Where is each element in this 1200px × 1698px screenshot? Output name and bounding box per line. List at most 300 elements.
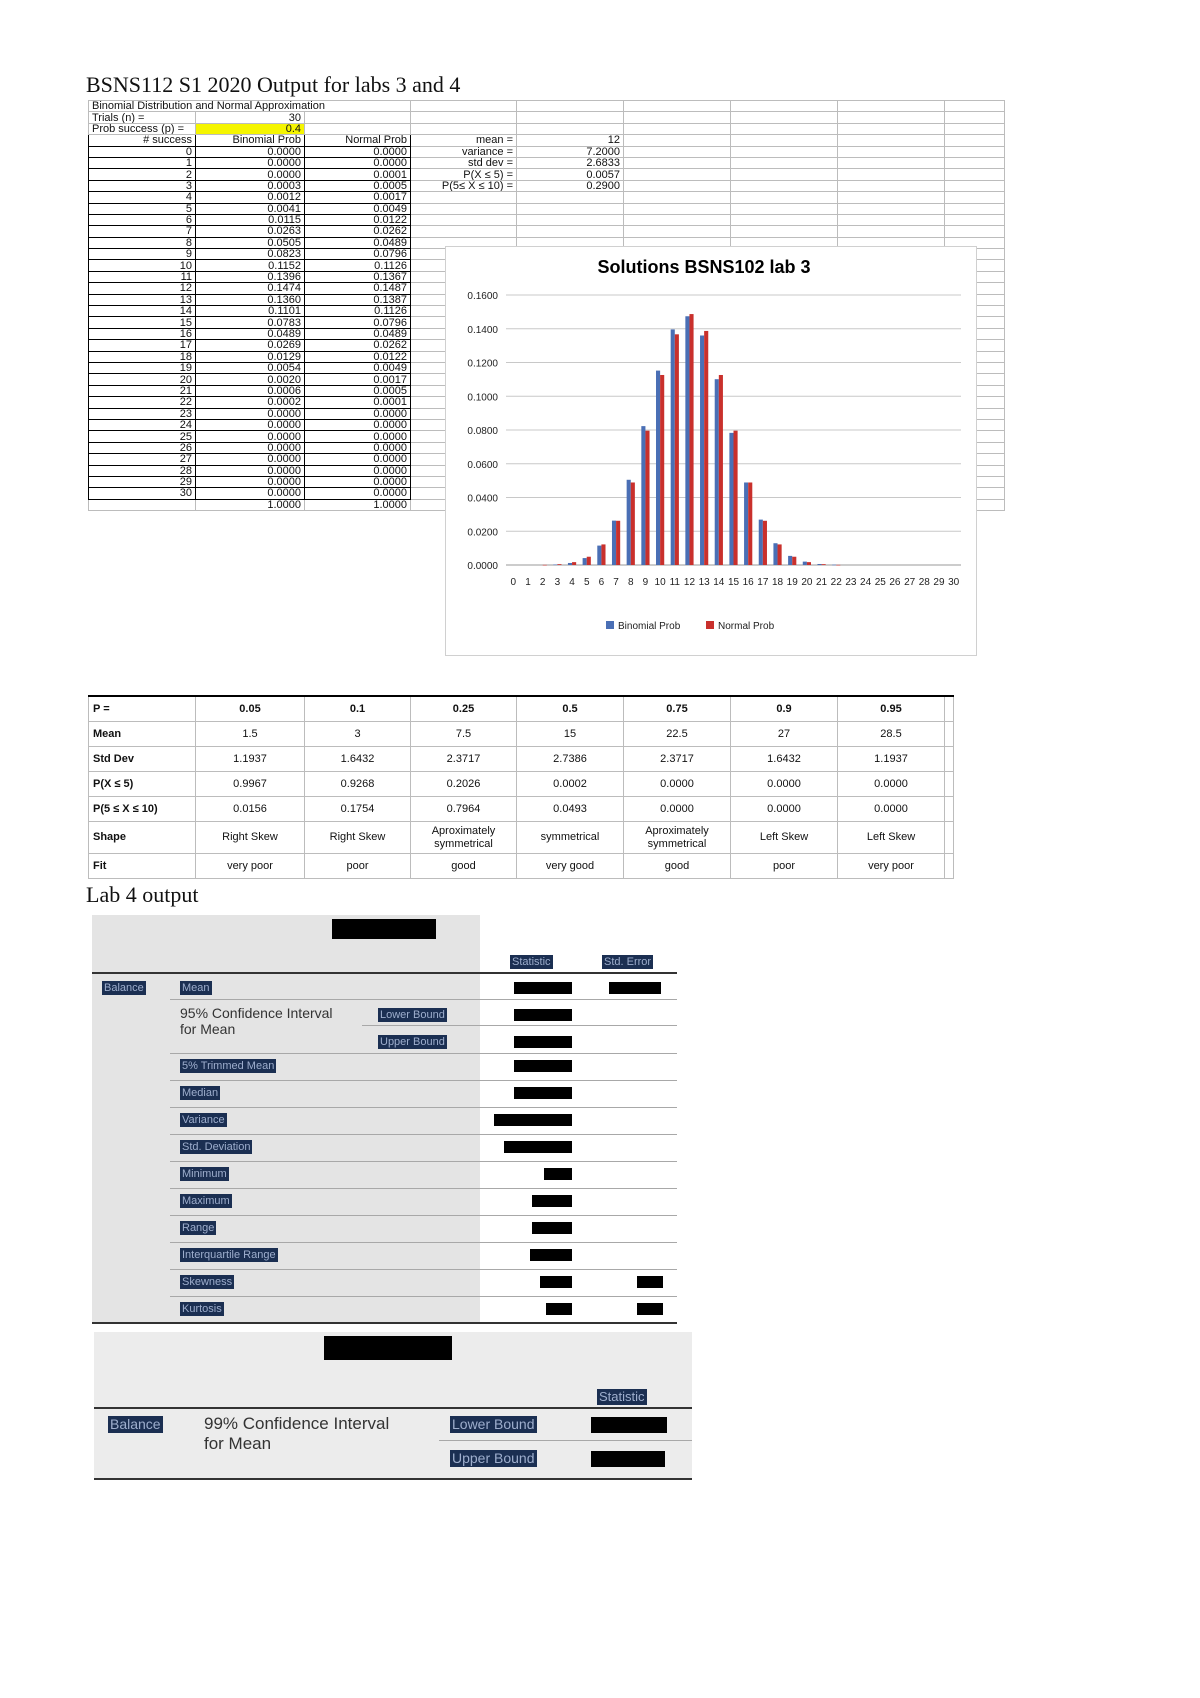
y-tick-label: 0.1400 [467,324,498,336]
binomial-prob: 0.0000 [196,431,305,442]
normal-bar [675,334,679,565]
row-label: Skewness [182,1276,233,1288]
sheet-row [89,180,1005,191]
normal-bar [572,562,576,565]
sheet-cell-empty [838,146,945,157]
binomial-prob: 0.0054 [196,362,305,373]
sheet-cell-empty [624,192,731,203]
summary-cell: good [411,854,517,879]
success-count: 19 [89,362,196,373]
x-tick-label: 17 [757,577,769,588]
summary-cell: 1.5 [196,722,305,747]
stat-value: 0.0057 [517,169,624,180]
sheet-cell-empty [945,146,1005,157]
redacted-value [591,1417,667,1433]
p-value: 0.75 [624,696,731,722]
binomial-bar [715,379,719,565]
sheet-cell-empty [89,499,196,510]
normal-prob: 0.0017 [305,374,411,385]
row-rule [170,1080,677,1081]
summary-cell: 0.2026 [411,772,517,797]
redacted-value [530,1249,572,1261]
normal-prob: 0.1126 [305,260,411,271]
sheet-cell-empty [945,101,1005,112]
summary-cell: very good [517,854,624,879]
p-value: 0.5 [517,696,624,722]
summary-cell: 0.0000 [624,797,731,822]
success-count: 30 [89,488,196,499]
p-value: 0.95 [838,696,945,722]
prob-label: Prob success (p) = [89,123,196,134]
sheet-cell-empty [731,180,838,191]
success-count: 24 [89,419,196,430]
summary-cell: Aproximately symmetrical [411,822,517,854]
binomial-prob: 0.1152 [196,260,305,271]
sheet-cell-empty [517,112,624,123]
statistic-header-2: Statistic [599,1389,645,1404]
summary-cell: 0.0493 [517,797,624,822]
binomial-prob: 0.0000 [196,465,305,476]
summary-cell: 7.5 [411,722,517,747]
sheet-cell-empty [838,226,945,237]
summary-cell: 1.1937 [196,747,305,772]
normal-prob: 0.0122 [305,214,411,225]
summary-cell: 0.0000 [838,797,945,822]
summary-empty [945,772,954,797]
summary-row [89,747,954,772]
sheet-cell-empty [838,112,945,123]
row-rule [170,1269,677,1270]
sheet-cell-empty [945,157,1005,168]
sheet-cell-empty [731,146,838,157]
sheet-cell-empty [838,169,945,180]
sheet-cell-empty [624,169,731,180]
row-rule [170,1053,677,1054]
binomial-prob: 0.0000 [196,419,305,430]
normal-bar [557,564,561,565]
col-success-header: # success [89,135,196,146]
row-label: Std. Deviation [182,1141,251,1153]
sheet-cell-empty [945,169,1005,180]
binomial-prob: 0.0000 [196,488,305,499]
summary-cell: 0.0000 [624,772,731,797]
summary-header-row [89,696,954,722]
x-tick-label: 16 [742,577,754,588]
x-tick-label: 12 [683,577,696,588]
summary-row-label: Shape [89,822,196,854]
sheet-cell-empty [411,192,517,203]
binomial-prob: 0.0020 [196,374,305,385]
summary-empty [945,797,954,822]
sheet-cell-empty [945,214,1005,225]
row-rule [170,1107,677,1108]
binomial-bar [627,480,631,565]
sheet-cell-empty [945,112,1005,123]
row-label: Kurtosis [182,1303,222,1315]
binomial-prob: 0.0823 [196,249,305,260]
x-tick-label: 1 [525,577,531,588]
normal-prob: 0.0489 [305,328,411,339]
binomial-bar [788,556,792,565]
sheet-row [89,214,1005,225]
sheet-cell-empty [517,226,624,237]
sheet-cell-empty [731,112,838,123]
x-tick-label: 6 [598,577,605,588]
binomial-bar [773,543,777,565]
sheet-cell-empty [838,214,945,225]
row-label: Maximum [182,1195,230,1207]
normal-bar [601,544,605,565]
sheet-cell-empty [945,135,1005,146]
success-count: 3 [89,180,196,191]
normal-bar [778,544,782,565]
sheet-cell-empty [305,112,411,123]
ci99-label-line2: for Mean [204,1434,272,1453]
binomial-bar [685,316,689,565]
binomial-prob: 0.1396 [196,271,305,282]
trials-label: Trials (n) = [89,112,196,123]
descriptives-table [92,915,677,1325]
y-tick-label: 0.0800 [467,426,498,437]
redacted-value [532,1222,572,1234]
sheet-cell-empty [945,180,1005,191]
redacted-title [332,919,436,939]
row-rule [439,1440,692,1441]
success-count: 5 [89,203,196,214]
y-tick-label: 0.1000 [467,392,498,404]
ci95-label-line2: for Mean [180,1021,236,1037]
x-tick-label: 18 [771,577,784,588]
confidence-table [94,1332,692,1482]
row-rule [170,1242,677,1243]
sheet-cell-empty [731,157,838,168]
header-rule-2 [94,1407,692,1409]
trials-value: 30 [196,112,305,123]
sheet-cell-empty [411,123,517,134]
summary-row-label: P(5 ≤ X ≤ 10) [89,797,196,822]
chart-title: Solutions BSNS102 lab 3 [597,257,811,277]
binomial-prob: 0.0000 [196,169,305,180]
success-count: 22 [89,397,196,408]
col-binom-header: Binomial Prob [196,135,305,146]
p-value: 0.1 [305,696,411,722]
ci95-label-line1: 95% Confidence Interval [180,1005,333,1021]
normal-prob: 0.0262 [305,340,411,351]
summary-cell: 1.6432 [731,747,838,772]
success-count: 28 [89,465,196,476]
chart-svg [446,247,976,655]
stat-label: std dev = [411,157,517,168]
normal-bar [748,482,752,565]
binomial-prob: 0.0000 [196,454,305,465]
sheet-cell-empty [624,135,731,146]
summary-row-label: Std Dev [89,747,196,772]
x-tick-label: 3 [554,577,561,588]
binomial-prob: 0.0003 [196,180,305,191]
x-tick-label: 10 [654,577,666,588]
statistic-header: Statistic [512,956,551,968]
summary-cell: Right Skew [196,822,305,854]
binomial-chart [445,246,977,656]
row-label: Variance [182,1114,225,1126]
redacted-value [514,1036,572,1048]
p-value: 0.05 [196,696,305,722]
sheet-cell-empty [731,192,838,203]
binomial-prob: 0.0002 [196,397,305,408]
sheet-cell-empty [838,101,945,112]
sheet-cell-empty [624,214,731,225]
normal-bar [734,431,738,565]
summary-cell: 15 [517,722,624,747]
success-count: 8 [89,237,196,248]
normal-bar [631,482,635,565]
x-tick-label: 27 [904,577,916,588]
sheet-cell-empty [517,192,624,203]
legend-label: Normal Prob [718,621,775,632]
normal-prob: 0.0001 [305,397,411,408]
summary-row [89,722,954,747]
upper-bound-label: Upper Bound [380,1036,445,1048]
x-tick-label: 23 [845,577,857,588]
variable-label-2: Balance [110,1416,161,1432]
binomial-bar [671,329,675,565]
normal-prob: 0.0000 [305,454,411,465]
binomial-prob: 0.1474 [196,283,305,294]
normal-prob: 0.0796 [305,317,411,328]
summary-cell: symmetrical [517,822,624,854]
p-value: 0.9 [731,696,838,722]
sheet-row [89,101,1005,112]
std-error-header: Std. Error [604,956,652,968]
normal-prob: 0.1387 [305,294,411,305]
redacted-value [609,982,661,994]
row-label: Minimum [182,1168,227,1180]
sheet-cell-empty [411,226,517,237]
x-tick-label: 30 [948,577,960,588]
x-tick-label: 26 [889,577,901,588]
sheet-cell-empty [945,226,1005,237]
binomial-bar [744,482,748,565]
success-count: 12 [89,283,196,294]
y-tick-label: 0.0000 [467,561,498,572]
x-tick-label: 20 [801,577,813,588]
sheet-cell-empty [517,214,624,225]
row-label: Median [182,1087,219,1099]
row-label: Range [182,1222,215,1234]
stat-label: variance = [411,146,517,157]
summary-cell: 1.1937 [838,747,945,772]
y-tick-label: 0.0600 [467,459,498,471]
success-count: 18 [89,351,196,362]
x-tick-label: 13 [698,577,710,588]
redacted-value [514,1060,572,1072]
summary-row-label: Fit [89,854,196,879]
success-count: 14 [89,306,196,317]
x-tick-label: 29 [933,577,945,588]
summary-cell: Aproximately symmetrical [624,822,731,854]
normal-prob: 0.0000 [305,488,411,499]
header-rule [92,972,677,974]
binomial-prob: 0.1101 [196,306,305,317]
y-tick-label: 0.0400 [467,493,498,505]
binomial-prob: 0.0115 [196,214,305,225]
sheet-cell-empty [624,226,731,237]
sheet-cell-empty [624,146,731,157]
label-panel [92,915,480,1323]
x-tick-label: 25 [874,577,886,588]
binomial-bar [553,564,557,565]
binomial-bar [641,426,645,565]
sheet-row [89,123,1005,134]
sheet-row [89,169,1005,180]
summary-table [88,695,954,879]
success-count: 10 [89,260,196,271]
normal-prob: 0.0000 [305,157,411,168]
success-count: 6 [89,214,196,225]
binomial-prob: 0.0000 [196,146,305,157]
sheet-cell-empty [305,123,411,134]
sheet-cell-empty [411,203,517,214]
normal-prob: 0.0122 [305,351,411,362]
x-tick-label: 22 [830,577,842,588]
sheet-cell-empty [731,203,838,214]
sheet-cell-empty [731,135,838,146]
row-rule [170,1188,677,1189]
summary-cell: 3 [305,722,411,747]
sheet-cell-empty [838,157,945,168]
normal-prob: 0.0049 [305,362,411,373]
sheet-row [89,226,1005,237]
redacted-value [494,1114,572,1126]
summary-cell: 1.6432 [305,747,411,772]
legend-swatch [606,621,614,629]
success-count: 29 [89,476,196,487]
success-count: 0 [89,146,196,157]
redacted-value [591,1451,665,1467]
summary-row [89,797,954,822]
sheet-cell-empty [624,101,731,112]
normal-total: 1.0000 [305,499,411,510]
row-label: Interquartile Range [182,1249,276,1261]
normal-bar [587,557,591,565]
p-value: 0.25 [411,696,517,722]
sheet-cell-empty [411,214,517,225]
normal-bar [807,562,811,565]
row-label-mean: Mean [182,982,210,994]
sheet-cell-empty [624,112,731,123]
success-count: 21 [89,385,196,396]
sheet-cell-empty [624,123,731,134]
summary-cell: good [624,854,731,879]
sheet-cell-empty [838,123,945,134]
page-title: BSNS112 S1 2020 Output for labs 3 and 4 [86,72,461,97]
x-tick-label: 5 [583,577,590,588]
sheet-cell-empty [517,123,624,134]
normal-prob: 0.1487 [305,283,411,294]
summary-cell: 0.9967 [196,772,305,797]
binomial-prob: 0.0263 [196,226,305,237]
summary-cell: 0.1754 [305,797,411,822]
redacted-value [504,1141,572,1153]
summary-cell: 2.3717 [411,747,517,772]
binomial-prob: 0.0505 [196,237,305,248]
col-normal-header: Normal Prob [305,135,411,146]
normal-bar [689,314,693,565]
lower-bound-label: Lower Bound [380,1009,445,1021]
x-tick-label: 4 [569,577,575,588]
success-count: 23 [89,408,196,419]
summary-cell: 27 [731,722,838,747]
normal-prob: 0.1126 [305,306,411,317]
summary-row [89,854,954,879]
binomial-prob: 0.0129 [196,351,305,362]
summary-row-label: P(X ≤ 5) [89,772,196,797]
success-count: 9 [89,249,196,260]
summary-cell: 2.3717 [624,747,731,772]
binomial-bar [729,433,733,565]
normal-bar [543,565,547,566]
normal-prob: 0.0000 [305,419,411,430]
y-tick-label: 0.1200 [467,358,498,370]
sheet-cell-empty [945,192,1005,203]
x-tick-label: 2 [539,577,546,588]
success-count: 27 [89,454,196,465]
sheet-row [89,203,1005,214]
redacted-title [324,1336,452,1360]
row-rule [170,999,677,1000]
normal-prob: 0.0000 [305,442,411,453]
x-tick-label: 24 [860,577,872,588]
redacted-value [637,1303,663,1315]
success-count: 7 [89,226,196,237]
sheet-row [89,192,1005,203]
normal-bar [616,521,620,565]
binomial-prob: 0.1360 [196,294,305,305]
binomial-prob: 0.0000 [196,408,305,419]
success-count: 17 [89,340,196,351]
summary-cell: poor [305,854,411,879]
normal-prob: 0.0000 [305,408,411,419]
normal-prob: 0.0005 [305,180,411,191]
y-tick-label: 0.1600 [467,291,498,302]
y-tick-label: 0.0200 [467,527,498,539]
sheet-cell-empty [411,101,517,112]
sheet-cell-empty [838,135,945,146]
sheet-cell-empty [838,180,945,191]
x-tick-label: 28 [918,577,930,588]
binomial-prob: 0.0000 [196,442,305,453]
x-tick-label: 19 [786,577,798,588]
stat-value: 12 [517,135,624,146]
sheet-header: Binomial Distribution and Normal Approximation [89,101,411,112]
summary-cell: 28.5 [838,722,945,747]
redacted-value [514,1087,572,1099]
summary-cell: 0.0002 [517,772,624,797]
stat-label: mean = [411,135,517,146]
stat-value: 7.2000 [517,146,624,157]
redacted-value [532,1195,572,1207]
binomial-prob: 0.0000 [196,476,305,487]
normal-prob: 0.0000 [305,465,411,476]
success-count: 26 [89,442,196,453]
binomial-bar [817,564,821,565]
summary-cell: 22.5 [624,722,731,747]
normal-bar [836,565,840,566]
binomial-bar [656,371,660,565]
sheet-cell-empty [731,226,838,237]
x-tick-label: 8 [627,577,634,588]
summary-cell: 0.7964 [411,797,517,822]
